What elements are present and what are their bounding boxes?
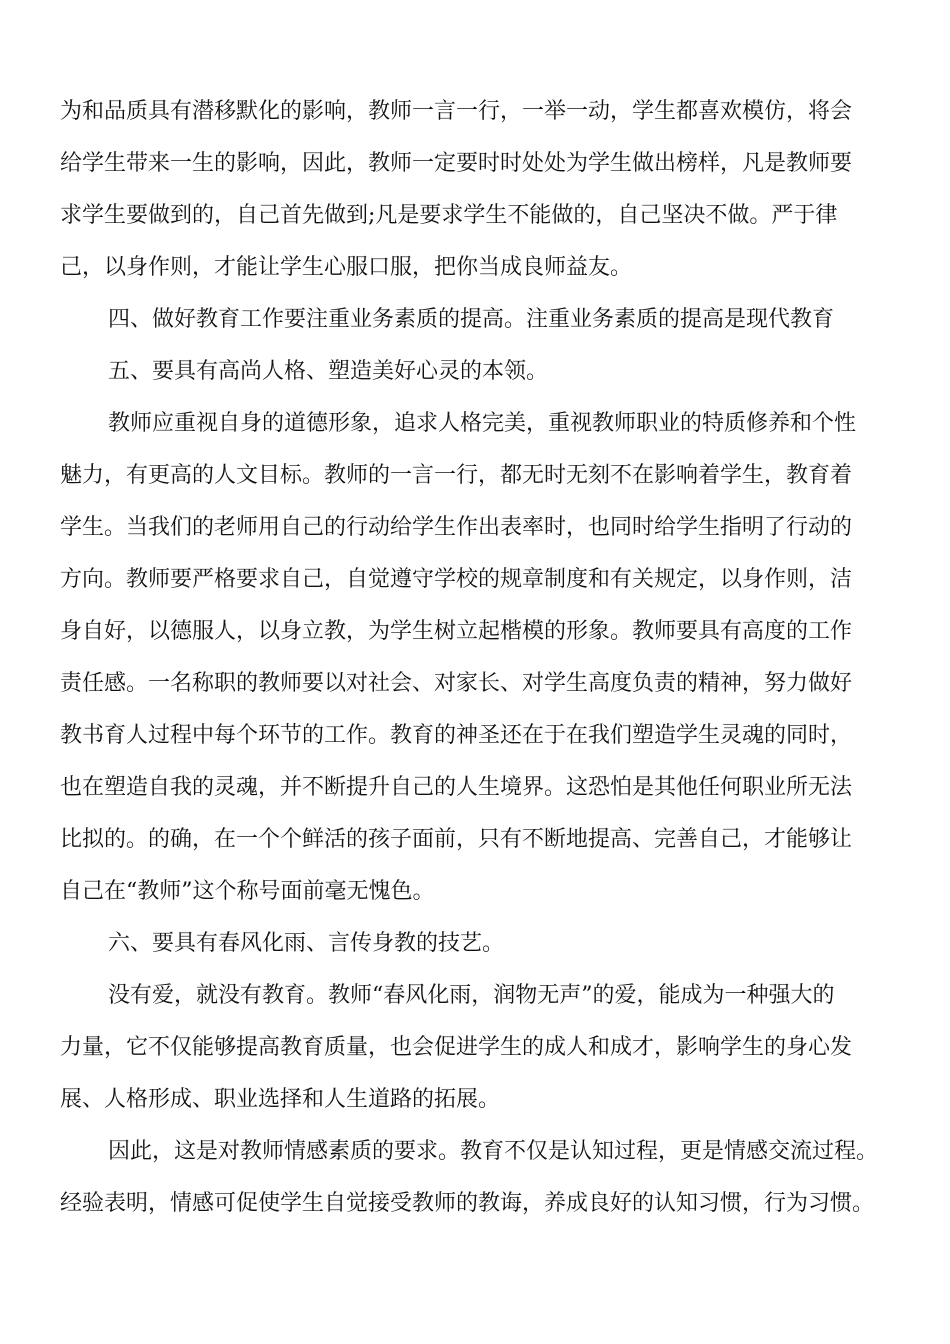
text-line: 经验表明，情感可促使学生自觉接受教师的教诲，养成良好的认知习惯，行为习惯。 <box>60 1191 875 1216</box>
text-line: 比拟的。的确，在一个个鲜活的孩子面前，只有不断地提高、完善自己，才能够让 <box>60 827 853 852</box>
text-line: 也在塑造自我的灵魂，并不断提升自己的人生境界。这恐怕是其他任何职业所无法 <box>60 775 853 800</box>
text-line: 方向。教师要严格要求自己，自觉遵守学校的规章制度和有关规定，以身作则，洁 <box>60 567 853 592</box>
text-line: 责任感。一名称职的教师要以对社会、对家长、对学生高度负责的精神，努力做好 <box>60 671 853 696</box>
text-line: 自己在“教师”这个称号面前毫无愧色。 <box>60 879 435 904</box>
section-heading-4: 四、做好教育工作要注重业务素质的提高。注重业务素质的提高是现代教育 <box>108 307 835 332</box>
text-line: 展、人格形成、职业选择和人生道路的拓展。 <box>60 1087 501 1112</box>
paragraph-start: 没有爱，就没有教育。教师“春风化雨，润物无声”的爱，能成为一种强大的 <box>108 983 835 1008</box>
section-heading-6: 六、要具有春风化雨、言传身教的技艺。 <box>108 931 505 956</box>
text-line: 力量，它不仅能够提高教育质量，也会促进学生的成人和成才，影响学生的身心发 <box>60 1035 853 1060</box>
text-line: 魅力，有更高的人文目标。教师的一言一行，都无时无刻不在影响着学生，教育着 <box>60 463 853 488</box>
body-text <box>60 86 890 1230</box>
paragraph-start: 因此，这是对教师情感素质的要求。教育不仅是认知过程，更是情感交流过程。 <box>108 1139 879 1164</box>
text-line: 己，以身作则，才能让学生心服口服，把你当成良师益友。 <box>60 255 633 280</box>
text-line: 学生。当我们的老师用自己的行动给学生作出表率时，也同时给学生指明了行动的 <box>60 515 853 540</box>
paragraph-start: 教师应重视自身的道德形象，追求人格完美，重视教师职业的特质修养和个性 <box>108 411 857 436</box>
text-line: 为和品质具有潜移默化的影响，教师一言一行，一举一动，学生都喜欢模仿，将会 <box>60 99 853 124</box>
section-heading-5: 五、要具有高尚人格、塑造美好心灵的本领。 <box>108 359 549 384</box>
text-line: 身自好，以德服人，以身立教，为学生树立起楷模的形象。教师要具有高度的工作 <box>60 619 853 644</box>
text-line: 给学生带来一生的影响，因此，教师一定要时时处处为学生做出榜样，凡是教师要 <box>60 151 853 176</box>
text-line: 求学生要做到的，自己首先做到;凡是要求学生不能做的，自己坚决不做。严于律 <box>60 203 838 228</box>
text-line: 教书育人过程中每个环节的工作。教育的神圣还在于在我们塑造学生灵魂的同时， <box>60 723 853 748</box>
